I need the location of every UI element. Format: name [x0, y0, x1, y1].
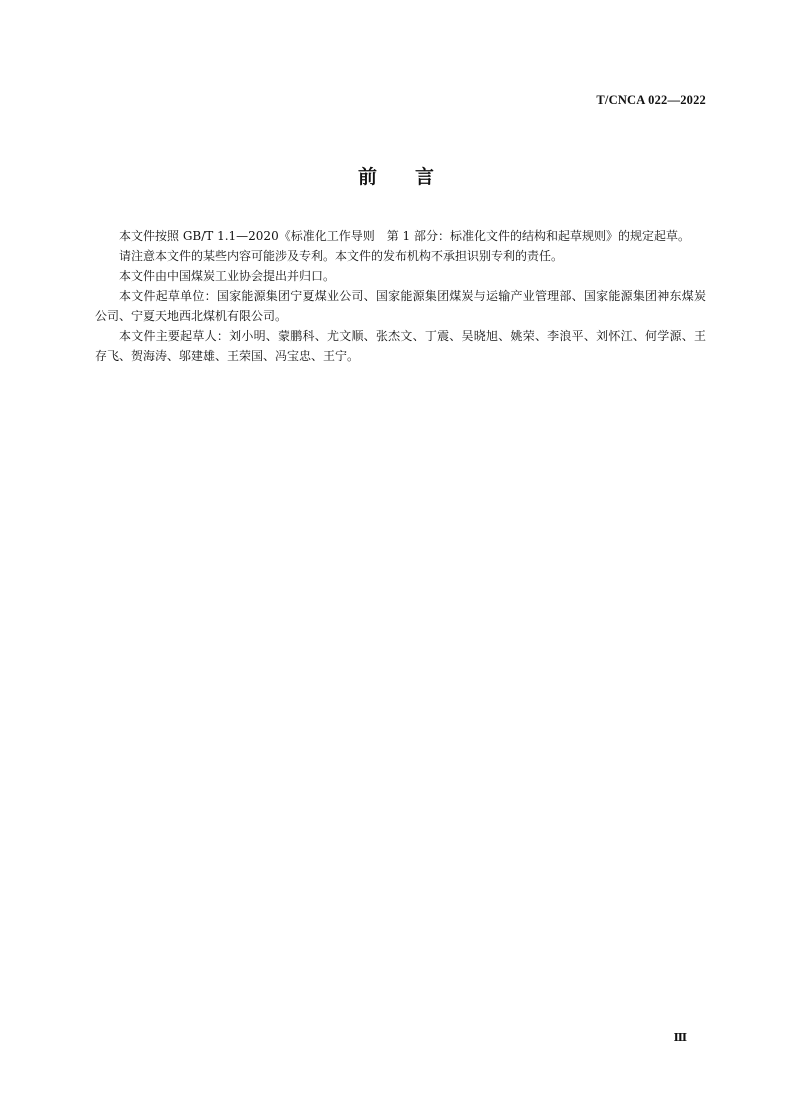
page-title: 前言: [357, 166, 472, 188]
foreword-body: [95, 226, 706, 366]
paragraph-drafting-units: 本文件起草单位：国家能源集团宁夏煤业公司、国家能源集团煤炭与运输产业管理部、国家能源集团神东煤炭公司、宁夏天地西北煤机有限公司。: [95, 289, 706, 323]
document-code: T/CNCA 022—2022: [596, 93, 706, 107]
paragraph-drafters: 本文件主要起草人：刘小明、蒙鹏科、尤文顺、张杰文、丁震、吴晓旭、姚荣、李浪平、刘怀江、何学源、王存飞、贺海涛、邬建雄、王荣国、冯宝忠、王宁。: [95, 329, 706, 363]
paragraph-patent-notice: 请注意本文件的某些内容可能涉及专利。本文件的发布机构不承担识别专利的责任。: [119, 249, 564, 263]
paragraph-drafting-rules: 本文件按照 GB/T 1.1—2020《标准化工作导则 第 1 部分：标准化文件的结构和起草规则》的规定起草。: [119, 229, 690, 243]
paragraph-proposer: 本文件由中国煤炭工业协会提出并归口。: [119, 269, 336, 283]
page-number: Ⅲ: [673, 1032, 687, 1044]
